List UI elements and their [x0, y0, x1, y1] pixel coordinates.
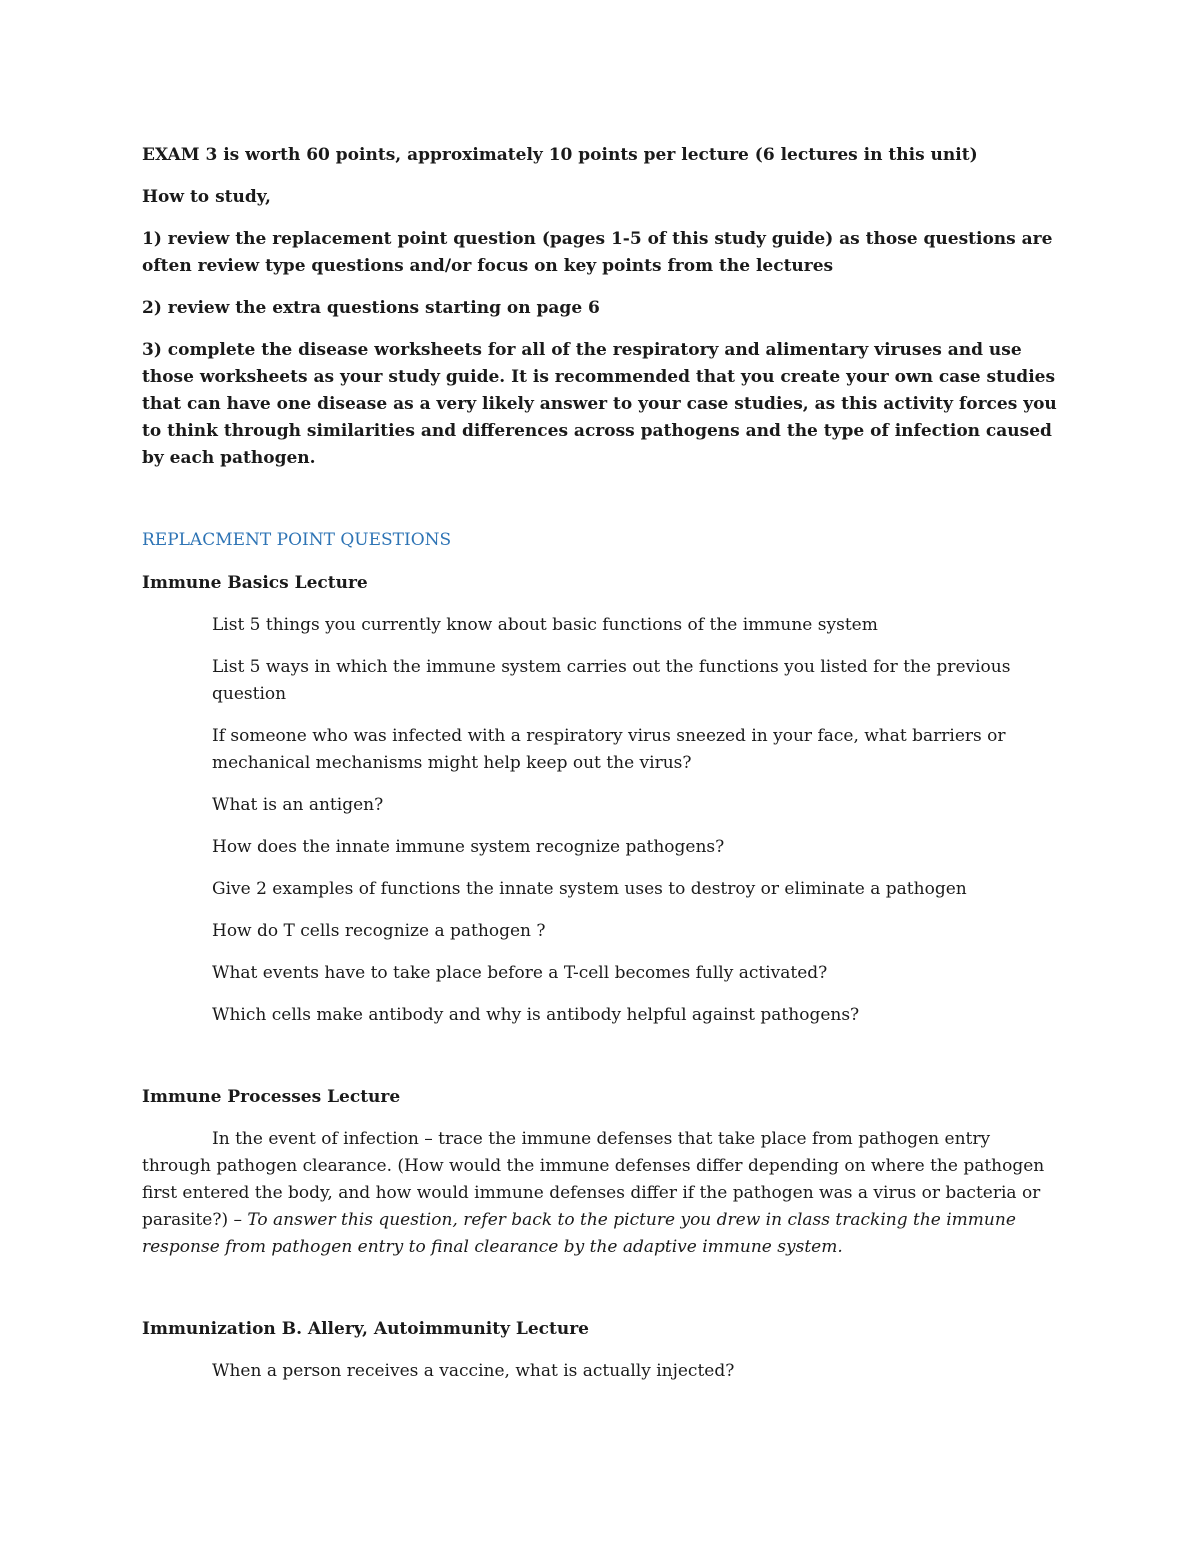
immune-processes-heading: Immune Processes Lecture [142, 1087, 401, 1107]
question-item: How does the innate immune system recognize pathogens? [212, 837, 725, 857]
section-title: REPLACMENT POINT QUESTIONS [142, 530, 452, 550]
question-item: How do T cells recognize a pathogen ? [212, 921, 546, 941]
immune-processes-text: In the event of infection – trace the immune defenses that take place from pathogen entry through pathogen clearance. (How would the immune defenses differ depending on where the pathogen first entered the body, and how would immune defenses differ if the pathogen was a virus or bacteria or parasite?) – [142, 1129, 1045, 1230]
immune-basics-heading: Immune Basics Lecture [142, 573, 368, 593]
question-item: What events have to take place before a T-cell becomes fully activated? [212, 963, 828, 983]
question-item: Give 2 examples of functions the innate system uses to destroy or eliminate a pathogen [212, 879, 967, 899]
exam-summary: EXAM 3 is worth 60 points, approximately 10 points per lecture (6 lectures in this unit) [142, 145, 978, 165]
immune-basics-questions [142, 612, 1057, 1029]
study-step-2: 2) review the extra questions starting on page 6 [142, 298, 600, 318]
study-step-3: 3) complete the disease worksheets for all of the respiratory and alimentary viruses and use those worksheets as your study guide. It is recommended that you create your own case studies that can have one disease as a very likely answer to your case studies, as this activity forces you to think through similarities and differences across pathogens and the type of infection caused by each pathogen. [142, 340, 1057, 468]
question-item: Which cells make antibody and why is antibody helpful against pathogens? [212, 1005, 860, 1025]
question-item: When a person receives a vaccine, what is actually injected? [212, 1361, 735, 1381]
question-item: If someone who was infected with a respiratory virus sneezed in your face, what barriers or mechanical mechanisms might help keep out the virus? [212, 726, 1006, 773]
immunization-questions [142, 1358, 1057, 1385]
immunization-heading: Immunization B. Allery, Autoimmunity Lecture [142, 1319, 589, 1339]
question-item: List 5 things you currently know about basic functions of the immune system [212, 615, 878, 635]
immune-processes-note: To answer this question, refer back to the picture you drew in class tracking the immune response from pathogen entry to final clearance by the adaptive immune system. [142, 1210, 1016, 1257]
immune-processes-question [142, 1126, 1057, 1261]
document-content [142, 142, 1057, 1400]
how-to-study-heading: How to study, [142, 187, 271, 207]
question-item: List 5 ways in which the immune system carries out the functions you listed for the previous question [212, 657, 1011, 704]
question-item: What is an antigen? [212, 795, 384, 815]
study-step-1: 1) review the replacement point question (pages 1-5 of this study guide) as those questions are often review type questions and/or focus on key points from the lectures [142, 229, 1053, 276]
